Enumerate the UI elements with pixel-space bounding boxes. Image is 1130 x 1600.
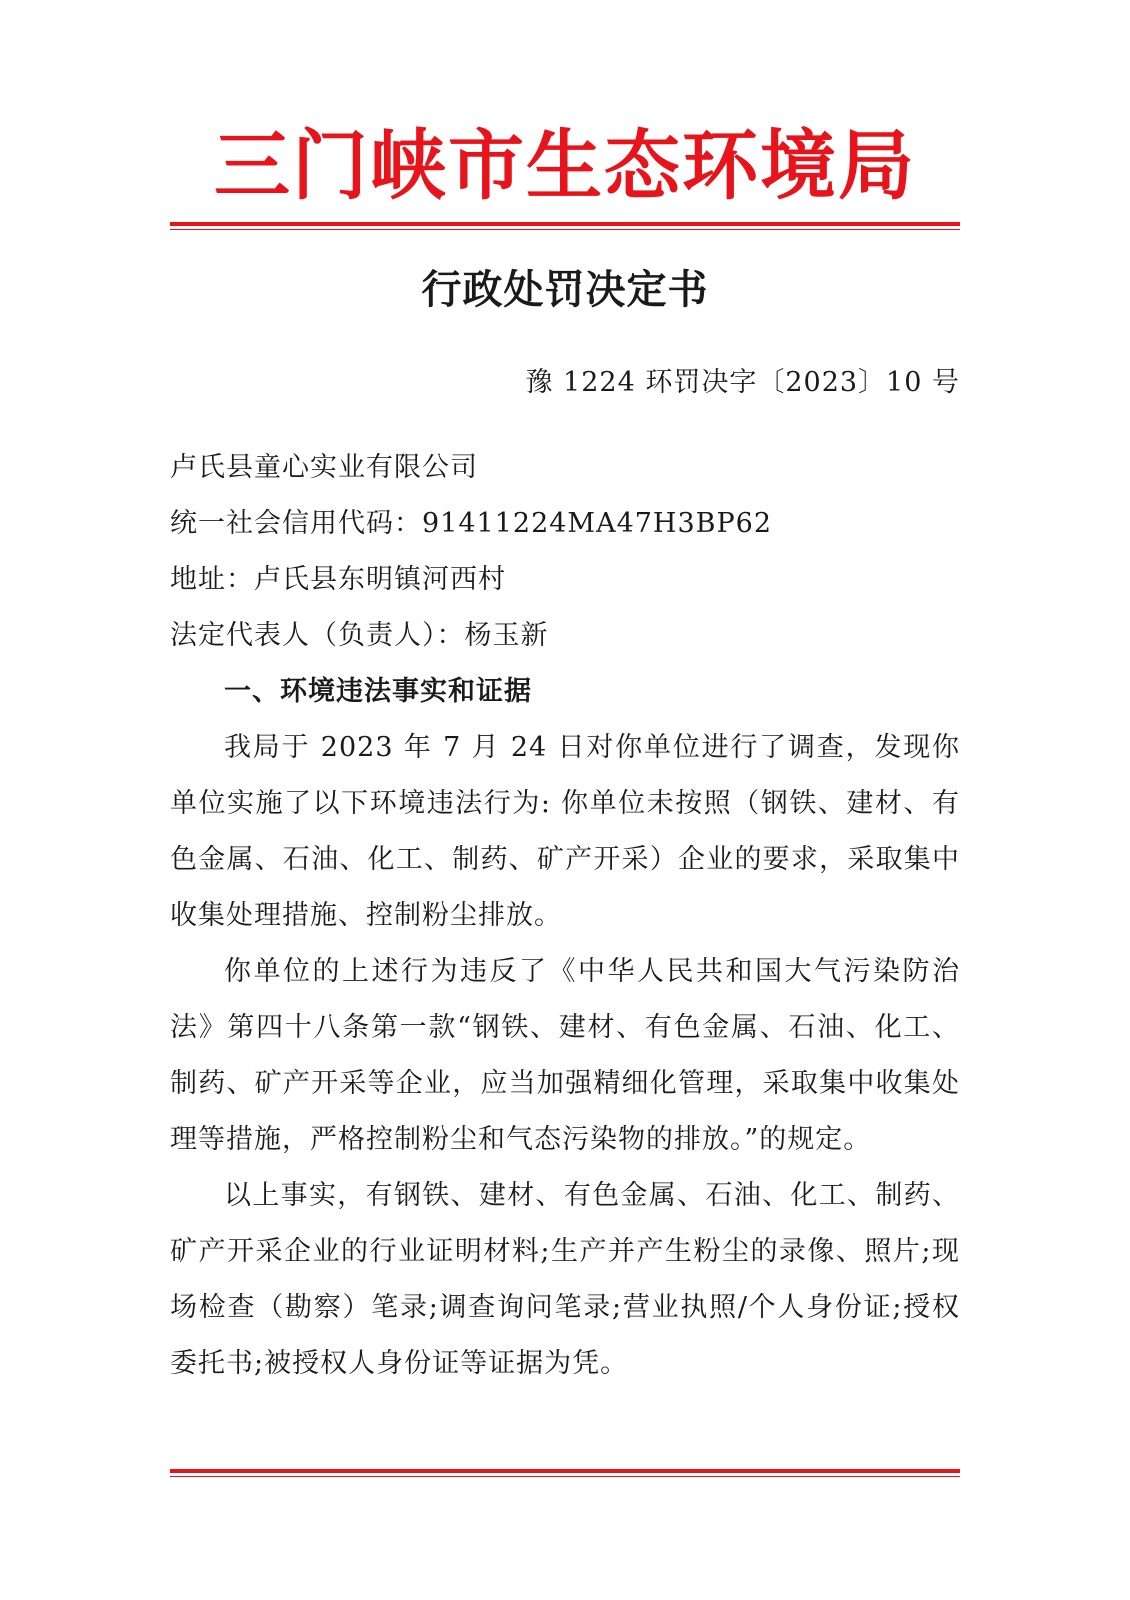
- header-rule-thick: [170, 222, 960, 226]
- credit-code-line: 统一社会信用代码：91411224MA47H3BP62: [170, 508, 773, 539]
- document-type-title: 行政处罚决定书: [421, 266, 709, 313]
- paragraph-investigation: 我局于 2023 年 7 月 24 日对你单位进行了调查，发现你单位实施了以下环境违法行为: 你单位未按照（钢铁、建材、有色金属、石油、化工、制药、矿产开采）企业的要求，采取集中收集处理措施、控制粉尘排放。: [170, 732, 960, 931]
- representative-line: 法定代表人（负责人）：杨玉新: [170, 620, 549, 651]
- document-number: 豫 1224 环罚决字〔2023〕10 号: [525, 367, 960, 398]
- party-name: 卢氏县童心实业有限公司: [170, 452, 478, 483]
- address-line: 地址：卢氏县东明镇河西村: [170, 564, 506, 595]
- footer-rule-thick: [170, 1469, 960, 1473]
- organization-title: 三门峡市生态环境局: [214, 121, 916, 210]
- paragraph-evidence: 以上事实，有钢铁、建材、有色金属、石油、化工、制药、矿产开采企业的行业证明材料;生产并产生粉尘的录像、照片;现场检查（勘察）笔录;调查询问笔录;营业执照/个人身份证;授权委托书;被授权人身份证等证据为凭。: [170, 1180, 960, 1379]
- section-heading: 一、环境违法事实和证据: [224, 676, 532, 707]
- footer-rule-thin: [170, 1476, 960, 1477]
- paragraph-violation: 你单位的上述行为违反了《中华人民共和国大气污染防治法》第四十八条第一款“钢铁、建材、有色金属、石油、化工、制药、矿产开采等企业，应当加强精细化管理，采取集中收集处理等措施，严格控制粉尘和气态污染物的排放。”的规定。: [170, 956, 960, 1155]
- document-body: [170, 440, 960, 1392]
- header-rule-thin: [170, 229, 960, 230]
